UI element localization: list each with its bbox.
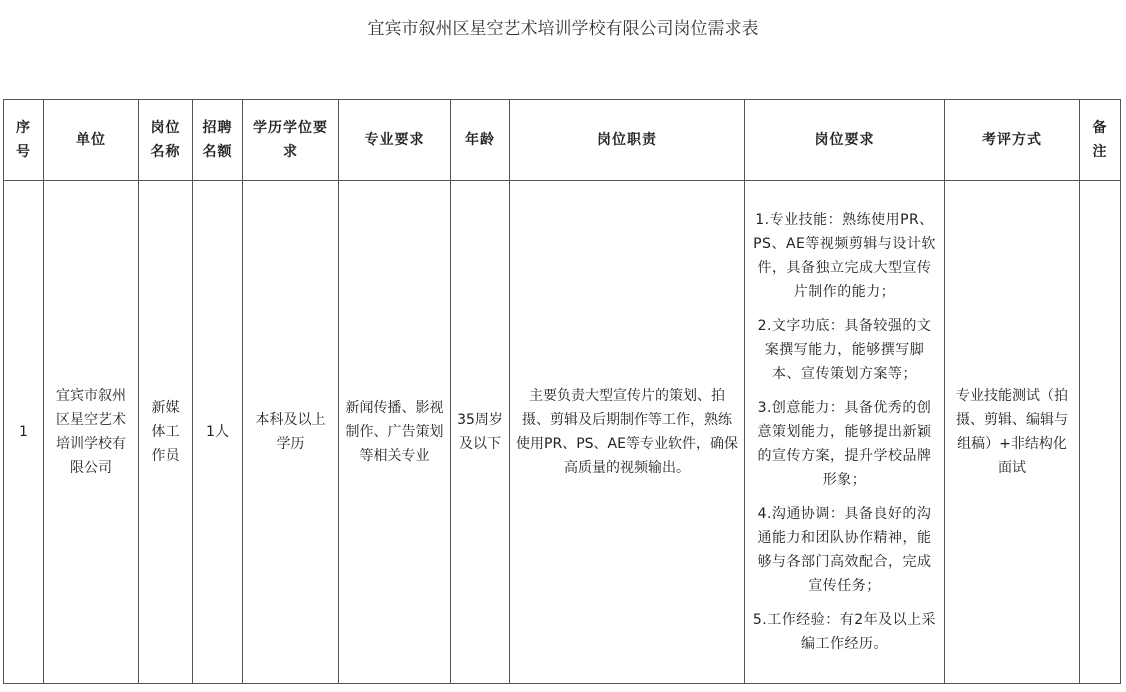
header-major: 专业要求	[339, 100, 451, 181]
requirement-item: 4.沟通协调：具备良好的沟通能力和团队协作精神，能够与各部门高效配合，完成宣传任务；	[757, 506, 932, 594]
table-row	[4, 181, 1121, 684]
cell-unit: 宜宾市叙州区星空艺术培训学校有限公司	[44, 181, 139, 684]
header-remarks: 备注	[1080, 100, 1121, 181]
requirement-item: 2.文字功底：具备较强的文案撰写能力，能够撰写脚本、宣传策划方案等；	[757, 318, 932, 382]
requirement-item: 5.工作经验：有2年及以上采编工作经历。	[752, 612, 937, 652]
table-header-row	[4, 100, 1121, 181]
header-quota: 招聘名额	[193, 100, 243, 181]
header-education: 学历学位要求	[243, 100, 339, 181]
header-age: 年龄	[451, 100, 510, 181]
requirement-item: 3.创意能力：具备优秀的创意策划能力，能够提出新颖的宣传方案，提升学校品牌形象；	[757, 400, 932, 488]
page-title: 宜宾市叙州区星空艺术培训学校有限公司岗位需求表	[367, 19, 759, 39]
header-unit: 单位	[44, 100, 139, 181]
header-requirements: 岗位要求	[745, 100, 945, 181]
header-index: 序号	[4, 100, 44, 181]
cell-position: 新媒体工作员	[139, 181, 193, 684]
header-position: 岗位名称	[139, 100, 193, 181]
cell-remarks	[1080, 181, 1121, 684]
cell-evaluation: 专业技能测试（拍摄、剪辑、编辑与组稿）+非结构化面试	[945, 181, 1080, 684]
cell-age: 35周岁及以下	[451, 181, 510, 684]
cell-duties: 主要负责大型宣传片的策划、拍摄、剪辑及后期制作等工作，熟练使用PR、PS、AE等专业软件，确保高质量的视频输出。	[510, 181, 745, 684]
cell-education: 本科及以上学历	[243, 181, 339, 684]
header-evaluation: 考评方式	[945, 100, 1080, 181]
header-duties: 岗位职责	[510, 100, 745, 181]
cell-requirements	[745, 181, 945, 684]
cell-index: 1	[4, 181, 44, 684]
cell-major: 新闻传播、影视制作、广告策划等相关专业	[339, 181, 451, 684]
cell-quota: 1人	[193, 181, 243, 684]
job-requirements-table	[3, 99, 1121, 684]
requirement-item: 1.专业技能：熟练使用PR、PS、AE等视频剪辑与设计软件，具备独立完成大型宣传片制作的能力；	[753, 212, 936, 300]
